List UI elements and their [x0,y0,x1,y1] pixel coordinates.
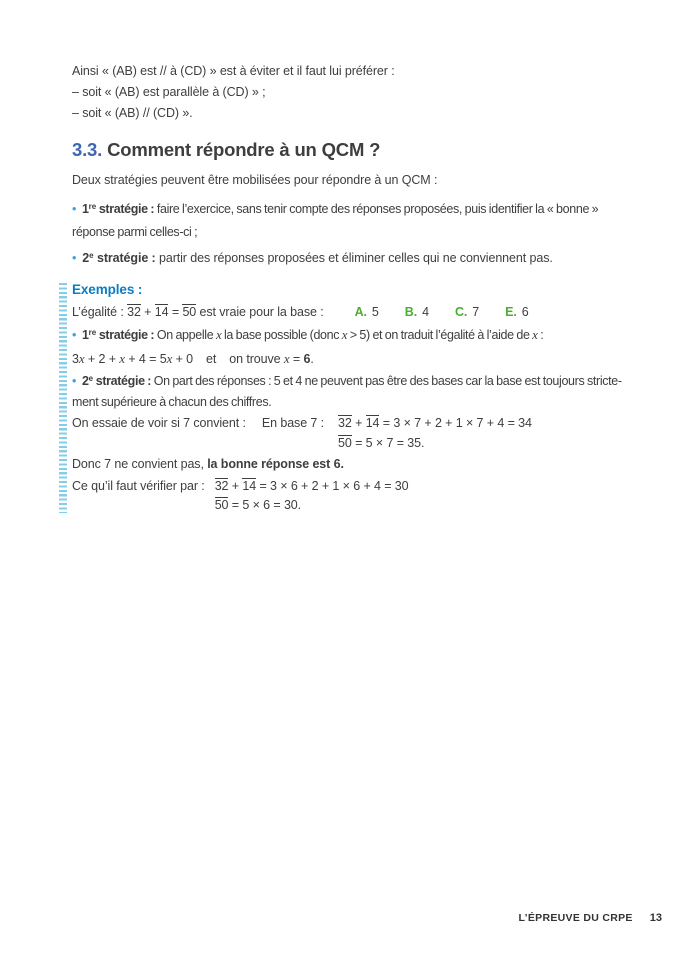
equality-suffix: est vraie pour la base : [196,304,324,319]
choice-C [455,305,479,319]
verification-equation-1: 32 + 14 = 3 × 6 + 2 + 1 × 6 + 4 = 30 [214,478,409,493]
verification-equations [215,477,409,516]
choice-value: 7 [472,304,480,319]
base7-lead: On essaie de voir si 7 convient : [72,416,246,430]
example-strategy-1-label: 1re stratégie : [82,328,157,342]
verification-lead: Ce qu’il faut vérifier par : [72,478,205,493]
strategy-1-text-line-1: faire l’exercice, sans tenir compte des réponses proposées, puis identifier la « bonne » [156,202,599,216]
base7-label: En base 7 : [261,416,325,430]
math-variable-x: x [532,327,538,342]
page-footer [0,912,700,924]
answer-six: 6 [303,351,311,366]
intro-line-2: – soit « (AB) est parallèle à (CD) » ; [72,85,266,99]
strategy-bullet-2 [72,248,632,271]
strategy-1-label: 1re stratégie : [82,202,157,216]
overline-number-14: 14 [242,478,257,493]
choice-letter: E. [505,304,517,319]
bullet-icon: • [72,202,77,216]
verification-row [72,477,632,516]
examples-block [72,280,632,516]
choice-value: 5 [371,304,379,319]
superscript: e [89,251,94,260]
examples-heading: Exemples : [72,281,143,297]
superscript: re [88,328,97,337]
overline-number-32: 32 [214,478,229,493]
section-heading [72,138,632,161]
equality-prefix: L’égalité : [72,304,128,319]
math-variable-x: x [78,350,85,366]
strategy-bullet-1 [72,199,632,242]
overline-number-14: 14 [154,304,169,319]
conclusion-line [72,455,632,475]
choice-A [355,305,379,319]
math-variable-x: x [119,350,125,366]
strategy-2-text: partir des réponses proposées et éliminer celles qui ne conviennent pas. [158,251,553,265]
choice-value: 6 [521,304,529,319]
bullet-icon: • [72,328,77,342]
choice-letter: B. [404,304,418,319]
connector-et: et [206,351,217,366]
math-variable-x: x [283,350,290,366]
math-variable-x: x [166,350,173,366]
strategy-1-text-line-2: réponse parmi celles-ci ; [72,224,198,239]
base7-equations [338,414,532,453]
strategies-lead: Deux stratégies peuvent être mobilisées pour répondre à un QCM : [72,173,438,187]
math-variable-x: x [215,327,222,342]
strategy-2-text-line-2: ment supérieure à chacun des chiffres. [72,394,272,409]
choice-B [405,305,429,319]
overline-number-14: 14 [365,416,380,430]
choice-E [505,305,528,319]
conclusion-prefix: Donc 7 ne convient pas, [72,457,208,471]
example-strategy-1: • 1re stratégie : On appelle x la base possible (donc x > 5) et on traduit l’égalité à l’aide de x : [72,327,544,342]
intro-paragraph [72,61,632,124]
math-variable-x: x [341,327,348,342]
intro-line-1: Ainsi « (AB) est // à (CD) » est à éviter et il faut lui préférer : [72,64,395,78]
section-number: 3.3. [72,139,103,160]
section-title: Comment répondre à un QCM ? [107,139,381,160]
bullet-icon: • [72,374,77,388]
intro-line-3: – soit « (AB) // (CD) ». [72,106,193,120]
footer-running-title: L’ÉPREUVE DU CRPE [518,912,633,924]
choice-letter: C. [454,304,468,319]
choice-value: 4 [422,304,429,319]
example-strategy-2 [72,372,632,412]
strategy-1-equation: 3x + 2 + x + 4 = 5x + 0 et on trouve x = 6. [72,350,314,366]
bullet-icon: • [72,251,77,265]
overline-number-50: 50 [338,435,352,450]
base7-check-row [72,414,632,453]
choice-letter: A. [354,304,367,319]
verification-equation-2: 50 = 5 × 6 = 30. [214,498,302,512]
equality-line: L’égalité : 32 + 14 = 50 est vraie pour la base : A. 5 B. 4 C. 7 E. 6 [72,304,529,319]
overline-number-32: 32 [338,416,352,430]
example-strategy-2-label: 2e stratégie : [82,374,154,388]
base7-equation-2: 50 = 5 × 7 = 35. [338,435,425,450]
strategy-2-label: 2e stratégie : [82,251,159,265]
superscript: e [88,374,94,383]
overline-number-50: 50 [182,304,197,319]
page-number: 13 [649,912,662,924]
superscript: re [88,202,97,211]
overline-number-32: 32 [127,304,141,319]
strategy-2-text-line-1: On part des réponses : 5 et 4 ne peuvent pas être des bases car la base est toujours stricte- [153,374,622,388]
base7-equation-1: 32 + 14 = 3 × 7 + 2 + 1 × 7 + 4 = 34 [338,416,532,430]
overline-number-50: 50 [214,498,229,512]
conclusion-bold: la bonne réponse est 6. [207,457,344,471]
